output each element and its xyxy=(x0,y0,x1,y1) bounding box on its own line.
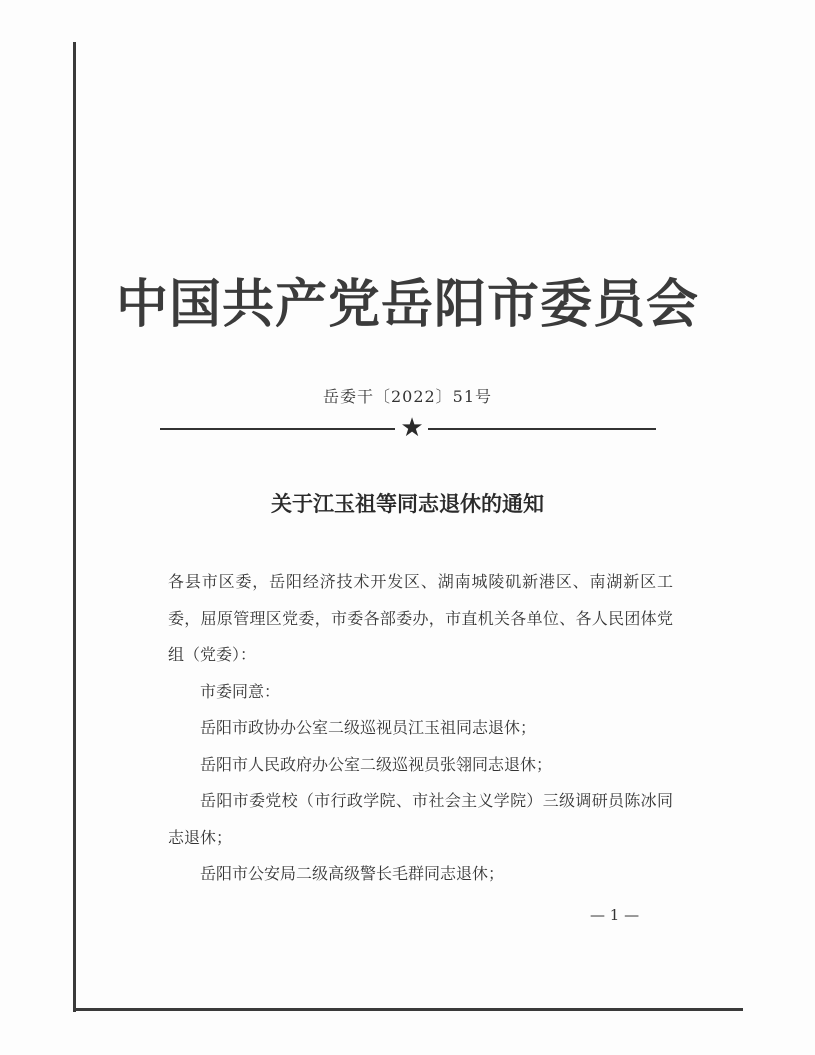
notice-title: 关于江玉祖等同志退休的通知 xyxy=(271,491,544,516)
recipients-paragraph: 各县市区委，岳阳经济技术开发区、湖南城陵矶新港区、南湖新区工委，屈原管理区党委，市委各部委办，市直机关各单位、各人民团体党组（党委）： xyxy=(168,572,673,664)
page-left-border xyxy=(73,42,76,1012)
page-bottom-border xyxy=(73,1008,743,1011)
page-number: — 1 — xyxy=(590,906,640,924)
divider-rule-right xyxy=(428,428,656,430)
document-number: 岳委干〔2022〕51号 xyxy=(322,387,493,406)
notice-body xyxy=(168,564,673,893)
body-paragraph: 岳阳市人民政府办公室二级巡视员张翎同志退休； xyxy=(200,754,553,774)
body-paragraph: 岳阳市政协办公室二级巡视员江玉祖同志退休； xyxy=(200,718,537,737)
body-paragraph: 市委同意： xyxy=(200,681,281,701)
organization-title: 中国共产党岳阳市委员会 xyxy=(115,275,699,335)
divider-rule-left xyxy=(160,428,395,430)
body-paragraph: 岳阳市委党校（市行政学院、市社会主义学院）三级调研员陈冰同志退休； xyxy=(168,791,673,847)
body-paragraph: 岳阳市公安局二级高级警长毛群同志退休； xyxy=(200,864,505,883)
star-icon: ★ xyxy=(400,413,424,443)
